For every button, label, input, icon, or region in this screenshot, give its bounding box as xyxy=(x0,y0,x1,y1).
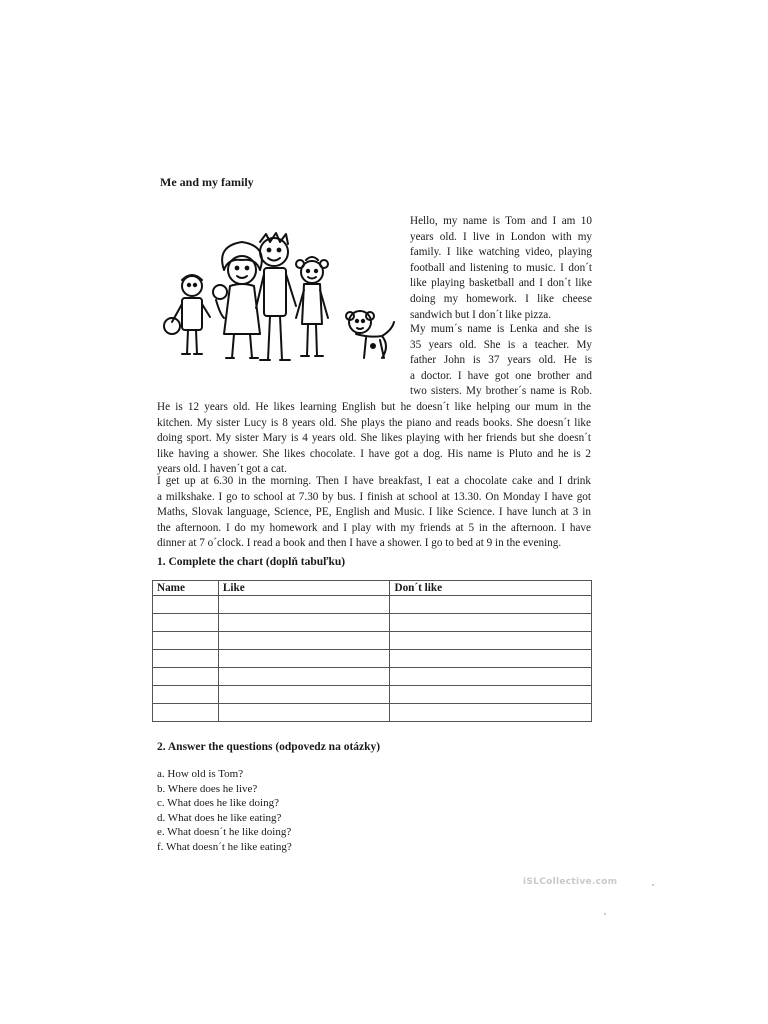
chart-cell[interactable] xyxy=(390,704,592,722)
text-line: kitchen. My sister Lucy is 8 years old. She plays the piano and reads books. She doesn´t like xyxy=(157,416,591,429)
chart-cell[interactable] xyxy=(153,614,219,632)
list-item: c. What does he like doing? xyxy=(157,797,279,809)
text-line: the afternoon. I do my homework and I play with my friends at 5 in the afternoon. I have xyxy=(157,521,591,534)
text-line: He is 12 years old. He likes learning English but he doesn´t like helping our mum in the xyxy=(157,401,591,413)
text-line: like having a shower. She likes chocolate. I have got a dog. His name is Pluto and he is 2 xyxy=(157,447,591,460)
text-line: My mum´s name is Lenka and she is xyxy=(410,323,592,335)
list-item: b. Where does he live? xyxy=(157,782,258,795)
chart-cell[interactable] xyxy=(153,650,219,668)
text-line: Hello, my name is Tom and I am 10 xyxy=(410,215,592,227)
chart-cell[interactable] xyxy=(218,614,390,632)
chart-cell[interactable] xyxy=(218,596,390,614)
chart-cell[interactable] xyxy=(153,596,219,614)
speck xyxy=(604,913,606,915)
text-line: football and listening to music. I don´t xyxy=(410,261,592,274)
text-line: 35 years old. She is a teacher. My xyxy=(410,338,592,351)
chart-cell[interactable] xyxy=(218,686,390,704)
page-title: Me and my family xyxy=(160,175,254,189)
chart-cell[interactable] xyxy=(218,632,390,650)
text-line: a doctor. I have got one brother and xyxy=(410,369,592,382)
chart-header-like: Like xyxy=(218,581,390,596)
mum-paragraph xyxy=(410,322,592,400)
watermark: iSLCollective.com xyxy=(523,877,618,887)
text-line: father John is 37 years old. He is xyxy=(410,354,592,367)
chart-cell[interactable] xyxy=(390,686,592,704)
text-line: sandwich but I don´t like pizza. xyxy=(410,308,552,321)
chart-cell[interactable] xyxy=(218,668,390,686)
text-line: I get up at 6.30 in the morning. Then I have breakfast, I eat a chocolate cake and I drink xyxy=(157,475,591,487)
table-row xyxy=(153,704,592,722)
chart-header-name: Name xyxy=(153,581,219,596)
answer-chart xyxy=(152,580,592,722)
chart-header-dont-like: Don´t like xyxy=(390,581,592,596)
text-line: like playing basketball and I don´t like xyxy=(410,277,592,290)
text-line: Maths, Slovak language, Science, PE, English and Music. I like Science. I have lunch at 3 in xyxy=(157,506,591,519)
chart-cell[interactable] xyxy=(390,614,592,632)
list-item: a. How old is Tom? xyxy=(157,768,244,780)
text-line: family. I like watching video, playing xyxy=(410,246,592,259)
chart-cell[interactable] xyxy=(218,704,390,722)
list-item: e. What doesn´t he like doing? xyxy=(157,826,292,838)
family-illustration xyxy=(160,222,400,382)
chart-cell[interactable] xyxy=(153,686,219,704)
table-row xyxy=(153,668,592,686)
chart-cell[interactable] xyxy=(390,650,592,668)
chart-cell[interactable] xyxy=(390,632,592,650)
text-line: years old. I live in London with my xyxy=(410,230,592,243)
text-line: doing my homework. I like cheese xyxy=(410,292,592,305)
text-line: a milkshake. I go to school at 7.30 by bus. I finish at school at 13.30. On Monday I have got xyxy=(157,490,591,503)
text-line: dinner at 7 o´clock. I read a book and then I have a shower. I go to bed at 9 in the evening. xyxy=(157,537,562,550)
list-item: d. What does he like eating? xyxy=(157,811,282,824)
daily-routine-paragraph xyxy=(157,474,591,552)
speck xyxy=(652,884,654,886)
chart-cell[interactable] xyxy=(218,650,390,668)
table-row xyxy=(153,632,592,650)
text-line: two sisters. My brother´s name is Rob. xyxy=(410,385,592,398)
chart-cell[interactable] xyxy=(153,704,219,722)
chart-cell[interactable] xyxy=(390,596,592,614)
chart-cell[interactable] xyxy=(390,668,592,686)
list-item: f. What doesn´t he like eating? xyxy=(157,840,292,853)
table-row xyxy=(153,650,592,668)
text-line: doing sport. My sister Mary is 4 years old. She likes playing with her friends but she doesn´t xyxy=(157,432,591,445)
chart-cell[interactable] xyxy=(153,668,219,686)
family-paragraph xyxy=(157,400,591,478)
text-line: years old. I haven´t got a cat. xyxy=(157,463,287,476)
table-row xyxy=(153,596,592,614)
task1-heading: 1. Complete the chart (doplň tabuľku) xyxy=(157,556,346,568)
chart-cell[interactable] xyxy=(153,632,219,650)
chart-header-row xyxy=(153,581,592,596)
table-row xyxy=(153,686,592,704)
intro-paragraph xyxy=(410,214,592,323)
table-row xyxy=(153,614,592,632)
task2-heading: 2. Answer the questions (odpovedz na otázky) xyxy=(157,741,381,753)
question-list xyxy=(157,767,292,854)
